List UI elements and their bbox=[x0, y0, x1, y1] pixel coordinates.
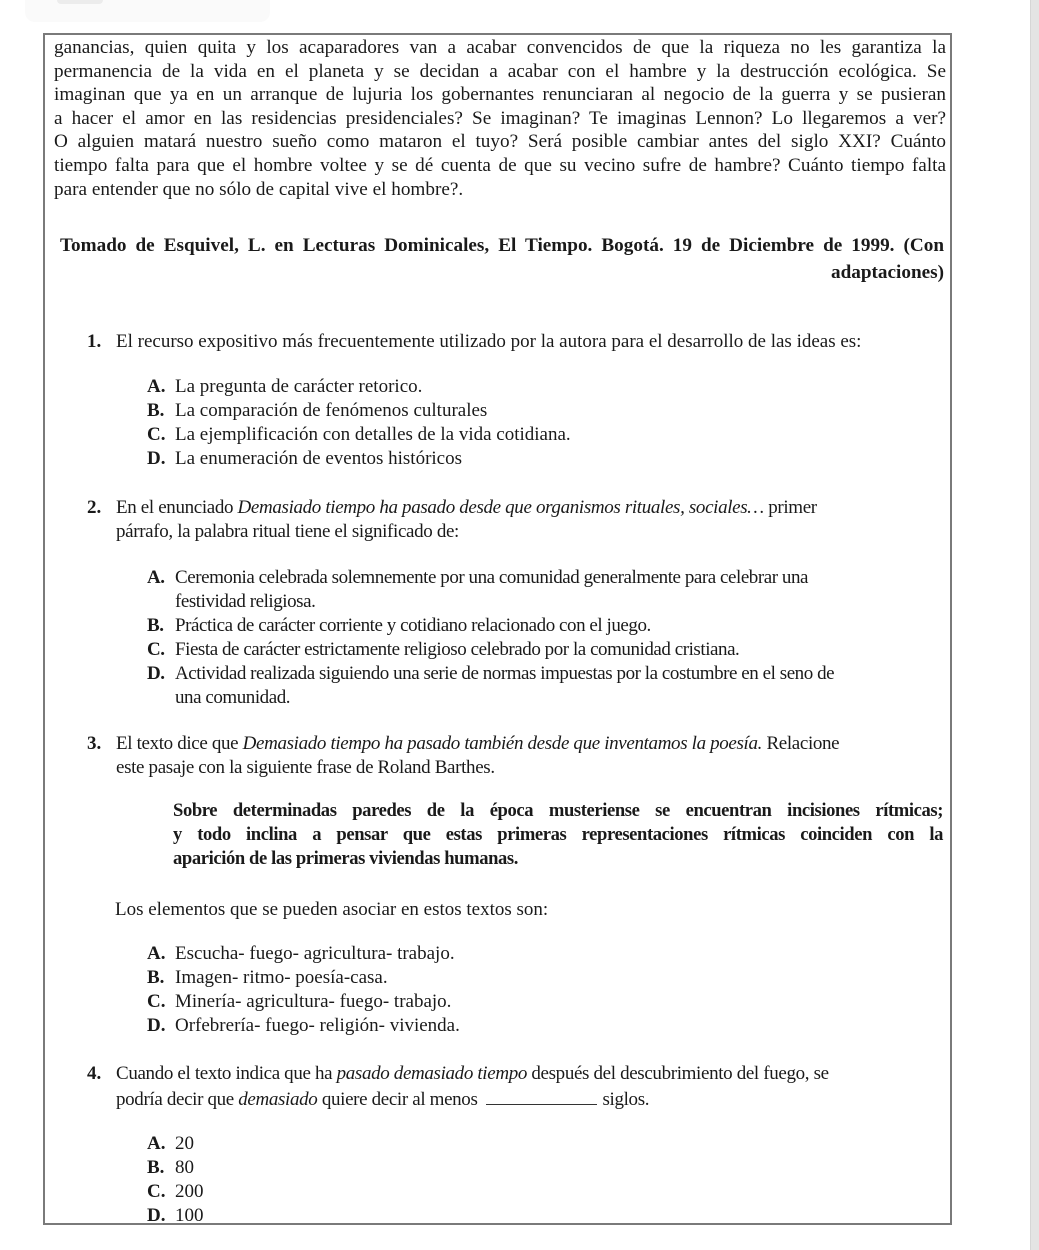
passage-line: ganancias, quien quita y los acaparadores van a acabar convencidos de que la riqueza no les garantiza la bbox=[54, 37, 946, 58]
question-3-options bbox=[147, 942, 947, 1038]
option-a[interactable] bbox=[147, 1132, 947, 1156]
option-letter: C. bbox=[147, 1181, 166, 1202]
stem-text: En el enunciado bbox=[116, 497, 238, 518]
viewer-toolbar-remnant bbox=[25, 0, 270, 22]
question-stem-text: El recurso expositivo más frecuentemente utilizado por la autora para el desarrollo de las ideas es: bbox=[116, 331, 862, 352]
option-text: 100 bbox=[175, 1205, 204, 1226]
option-c[interactable] bbox=[147, 423, 947, 447]
fill-in-blank[interactable] bbox=[486, 1086, 597, 1105]
passage-line: O alguien matará nuestro sueño como mataron el tuyo? Será posible cambiar antes del siglo XXI? Cuánto bbox=[54, 131, 946, 153]
option-text: La comparación de fenómenos culturales bbox=[175, 400, 488, 421]
option-text: La pregunta de carácter retorico. bbox=[175, 376, 423, 397]
option-letter: A. bbox=[147, 943, 166, 964]
option-a[interactable] bbox=[147, 566, 947, 614]
stem-quoted-text: pasado demasiado tiempo bbox=[336, 1063, 527, 1084]
question-2-options bbox=[147, 566, 947, 710]
option-b[interactable] bbox=[147, 966, 947, 990]
stem-text: siglos. bbox=[602, 1089, 650, 1110]
option-d[interactable] bbox=[147, 1204, 947, 1228]
passage-line: tiempo falta para que el hombre voltee y se dé cuenta de que su vecino sufre de hambre? Cuánto tiempo falta bbox=[54, 154, 946, 176]
quote-line: y todo inclina a pensar que estas primeras representaciones rítmicas coinciden con la bbox=[173, 824, 943, 845]
option-letter: C. bbox=[147, 991, 166, 1012]
option-c[interactable] bbox=[147, 638, 947, 662]
question-number: 1. bbox=[87, 331, 102, 352]
stem-quoted-text: Demasiado tiempo ha pasado también desde que inventamos la poesía. bbox=[242, 733, 763, 754]
stem-text: podría decir que bbox=[116, 1089, 239, 1110]
toolbar-handle bbox=[57, 0, 103, 4]
source-line-2: adaptaciones) bbox=[831, 262, 944, 283]
option-text: Práctica de carácter corriente y cotidiano relacionado con el juego. bbox=[175, 615, 651, 636]
question-stem-line-1 bbox=[116, 496, 947, 520]
option-letter: C. bbox=[147, 639, 165, 660]
question-stem bbox=[116, 1062, 947, 1112]
passage-line: permanencia de la vida en el planeta y se decidan a acabar con el hambre y la destrucción ecológica. Se bbox=[54, 60, 946, 82]
option-text: 80 bbox=[175, 1157, 194, 1178]
option-letter: D. bbox=[147, 448, 166, 469]
option-text: 20 bbox=[175, 1133, 194, 1154]
option-letter: B. bbox=[147, 967, 165, 988]
question-number: 2. bbox=[87, 497, 102, 518]
option-letter: A. bbox=[147, 376, 166, 397]
option-a[interactable] bbox=[147, 942, 947, 966]
option-d[interactable] bbox=[147, 447, 947, 471]
option-text: Fiesta de carácter estrictamente religioso celebrado por la comunidad cristiana. bbox=[175, 639, 740, 660]
question-stem bbox=[116, 496, 947, 544]
question-3 bbox=[87, 732, 947, 780]
quote-line: Sobre determinadas paredes de la época musteriense se encuentran incisiones rítmicas; bbox=[173, 800, 943, 821]
option-letter: B. bbox=[147, 615, 164, 636]
option-letter: D. bbox=[147, 663, 165, 684]
option-a[interactable] bbox=[147, 375, 947, 399]
passage-line: a hacer el amor en las residencias presidenciales? Se imaginan? Te imaginas Lennon? Lo llegaremos a ver? bbox=[54, 107, 946, 129]
option-letter: D. bbox=[147, 1015, 166, 1036]
question-number: 4. bbox=[87, 1063, 102, 1084]
option-text: 200 bbox=[175, 1181, 204, 1202]
option-text: Orfebrería- fuego- religión- vivienda. bbox=[175, 1015, 460, 1036]
option-c[interactable] bbox=[147, 1180, 947, 1204]
stem-text: Cuando el texto indica que ha bbox=[116, 1063, 337, 1084]
option-letter: B. bbox=[147, 1157, 165, 1178]
reading-passage bbox=[54, 36, 946, 201]
option-b[interactable] bbox=[147, 1156, 947, 1180]
stem-quoted-text: demasiado bbox=[238, 1089, 318, 1110]
option-text: La ejemplificación con detalles de la vida cotidiana. bbox=[175, 424, 571, 445]
option-text-cont: festividad religiosa. bbox=[175, 591, 316, 612]
question-stem-line-2: este pasaje con la siguiente frase de Roland Barthes. bbox=[116, 757, 495, 778]
option-text: Ceremonia celebrada solemnemente por una comunidad generalmente para celebrar una bbox=[175, 567, 808, 588]
question-3-prompt: Los elementos que se pueden asociar en estos textos son: bbox=[115, 899, 549, 920]
question-stem-line-2 bbox=[116, 1086, 947, 1112]
quote-line: aparición de las primeras viviendas humanas. bbox=[173, 848, 519, 869]
option-b[interactable] bbox=[147, 614, 947, 638]
passage-line: imaginan que ya en un arranque de lujuria los gobernantes renunciaran al negocio de la guerra y se pusieran bbox=[54, 84, 946, 106]
passage-line: para entender que no sólo de capital vive el hombre?. bbox=[54, 178, 464, 200]
stem-quoted-text: Demasiado tiempo ha pasado desde que organismos rituales, sociales… bbox=[237, 497, 764, 518]
option-letter: B. bbox=[147, 400, 165, 421]
question-stem bbox=[116, 732, 947, 780]
option-b[interactable] bbox=[147, 399, 947, 423]
option-d[interactable] bbox=[147, 1014, 947, 1038]
question-2 bbox=[87, 496, 947, 544]
question-stem-line-2: párrafo, la palabra ritual tiene el significado de: bbox=[116, 521, 459, 542]
option-c[interactable] bbox=[147, 990, 947, 1014]
question-4-options bbox=[147, 1132, 947, 1228]
option-letter: D. bbox=[147, 1205, 166, 1226]
stem-text: primer bbox=[763, 497, 817, 518]
question-4 bbox=[87, 1062, 947, 1112]
option-text: La enumeración de eventos históricos bbox=[175, 448, 463, 469]
option-text: Actividad realizada siguiendo una serie de normas impuestas por la costumbre en el seno de bbox=[175, 663, 835, 684]
option-d[interactable] bbox=[147, 662, 947, 710]
option-letter: A. bbox=[147, 567, 165, 588]
question-stem-line-1 bbox=[116, 1062, 947, 1086]
stem-text: Relacione bbox=[762, 733, 840, 754]
scrollbar-track[interactable] bbox=[1030, 0, 1039, 1250]
option-text: Escucha- fuego- agricultura- trabajo. bbox=[175, 943, 455, 964]
barthes-quote bbox=[173, 799, 943, 871]
option-text: Minería- agricultura- fuego- trabajo. bbox=[175, 991, 452, 1012]
question-1-options bbox=[147, 375, 947, 471]
stem-text: después del descubrimiento del fuego, se bbox=[527, 1063, 829, 1084]
question-1 bbox=[87, 330, 947, 354]
option-text: Imagen- ritmo- poesía-casa. bbox=[175, 967, 388, 988]
source-line-1: Tomado de Esquivel, L. en Lecturas Dominicales, El Tiempo. Bogotá. 19 de Diciembre de 1999. (Con bbox=[60, 235, 944, 256]
option-letter: C. bbox=[147, 424, 166, 445]
stem-text: quiere decir al menos bbox=[317, 1089, 478, 1110]
question-stem-line-1 bbox=[116, 732, 947, 756]
source-citation bbox=[60, 232, 944, 286]
question-number: 3. bbox=[87, 733, 102, 754]
stem-text: El texto dice que bbox=[116, 733, 243, 754]
question-stem bbox=[116, 330, 947, 354]
option-letter: A. bbox=[147, 1133, 166, 1154]
option-text-cont: una comunidad. bbox=[175, 687, 291, 708]
